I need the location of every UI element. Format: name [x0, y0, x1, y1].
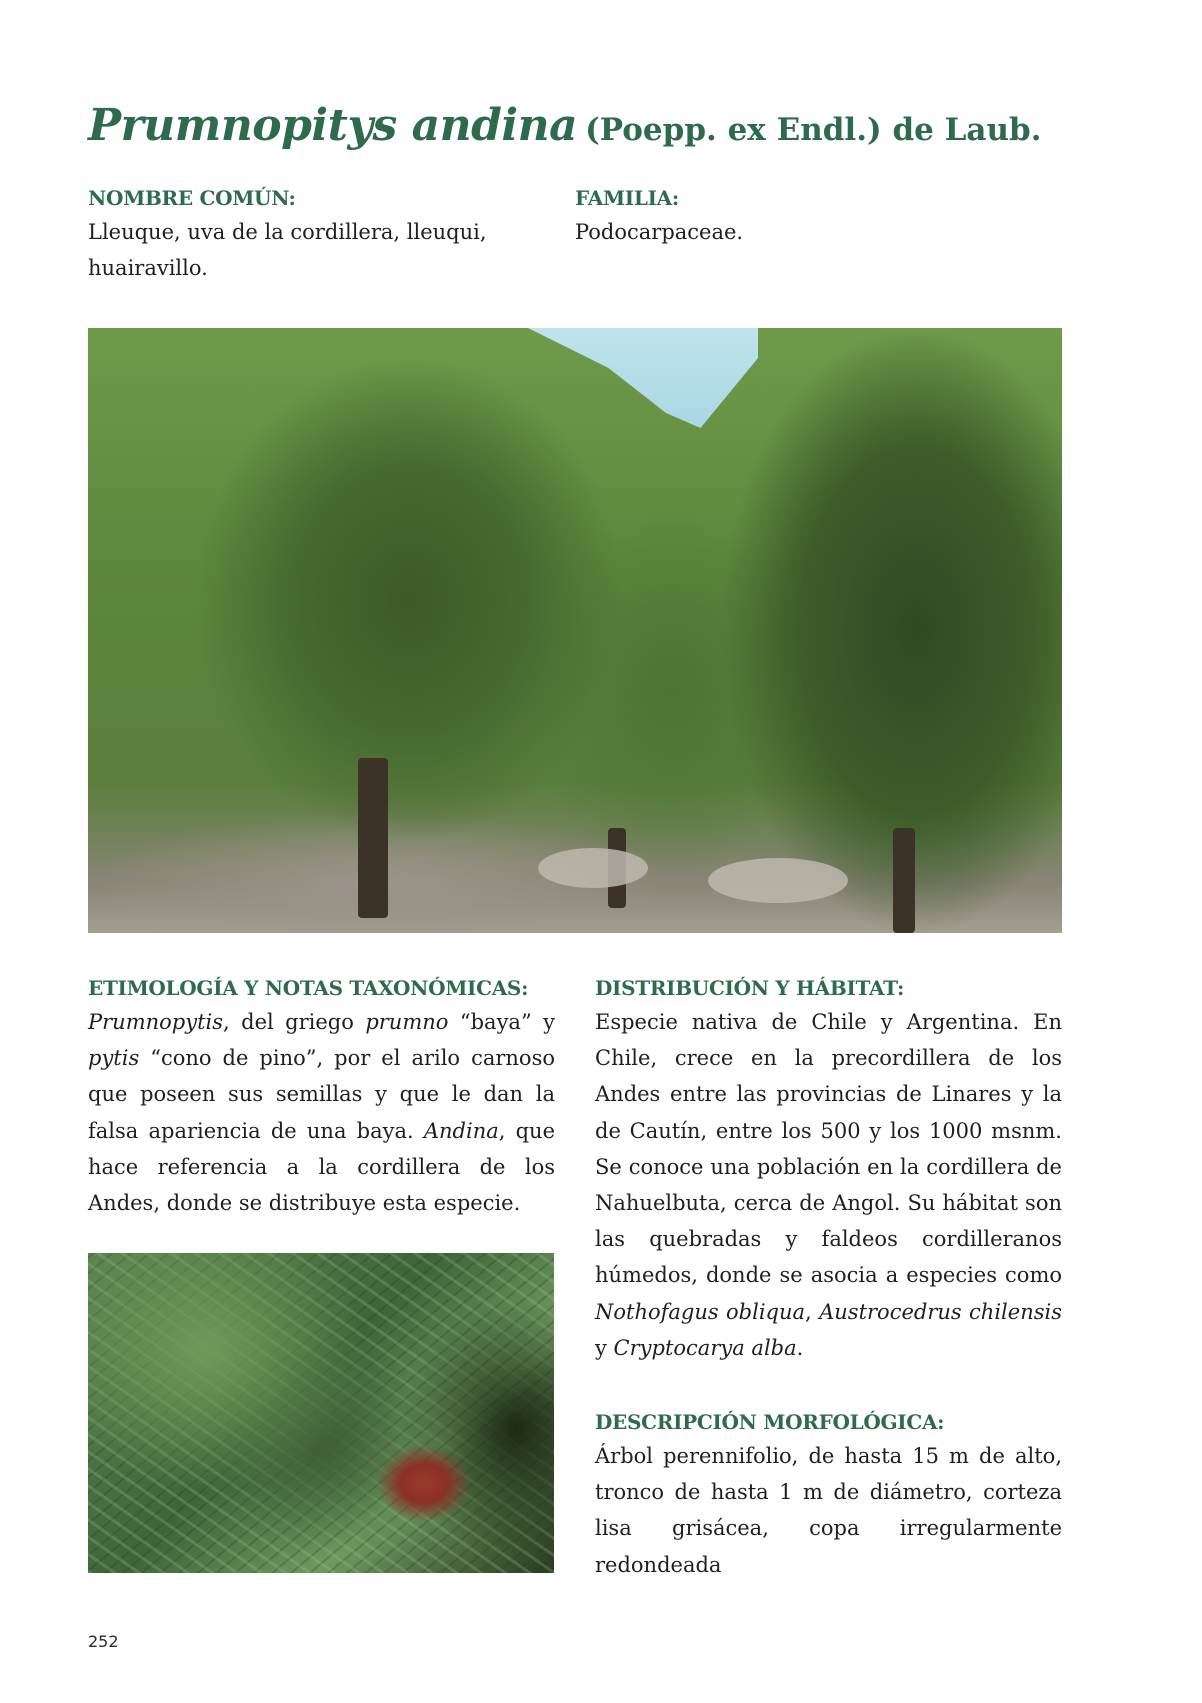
photo-trunk [893, 828, 915, 933]
common-name-value: Lleuque, uva de la cordillera, lleuqui, huairavillo. [88, 220, 487, 281]
text-italic: Nothofagus obliqua [595, 1299, 806, 1324]
morphology-text: Árbol perennifolio, de hasta 15 m de alto, tronco de hasta 1 m de diámetro, corteza lisa grisácea, copa irregularmente redondeada [595, 1444, 1062, 1577]
etymology-label: ETIMOLOGÍA Y NOTAS TAXONÓMICAS: [88, 976, 529, 1000]
common-name-label: NOMBRE COMÚN: [88, 186, 296, 210]
photo-trunk [358, 758, 388, 918]
text-segment: “cono de pino”, por el arilo carnoso que poseen sus semillas y que le dan la falsa apariencia de una baya. [88, 1046, 555, 1143]
photo-rock [708, 858, 848, 903]
text-italic: prumno [365, 1010, 449, 1034]
common-name-section [88, 184, 548, 286]
morphology-section [595, 1408, 1062, 1583]
etymology-text [88, 1004, 555, 1221]
text-italic: Andina [423, 1118, 499, 1143]
text-italic: Austrocedrus chilensis [819, 1299, 1062, 1324]
text-segment: Especie nativa de Chile y Argentina. En Chile, crece en la precordillera de los Andes entre las provincias de Linares y la de Cautín, entre los 500 y los 1000 msnm. Se conoce una población en la cordillera de Nahuelbuta, cerca de Angol. Su hábitat son las quebradas y faldeos cordilleranos húmedos, donde se asocia a especies como [595, 1010, 1062, 1288]
taxonomic-authority: (Poepp. ex Endl.) de Laub. [585, 112, 1042, 148]
text-segment: , del griego [223, 1010, 366, 1034]
distribution-label: DISTRIBUCIÓN Y HÁBITAT: [595, 976, 905, 1000]
text-segment: y [595, 1335, 614, 1360]
detail-photo [88, 1253, 554, 1573]
species-title [88, 100, 1042, 151]
text-segment: , [805, 1299, 820, 1324]
etymology-section [88, 974, 555, 1221]
text-italic: pytis [88, 1046, 140, 1071]
page-number: 252 [88, 1632, 119, 1651]
distribution-text [595, 1004, 1062, 1366]
scientific-name: Prumnopitys andina [88, 100, 578, 151]
photo-sky [528, 328, 758, 428]
family-label: FAMILIA: [575, 186, 679, 210]
distribution-section [595, 974, 1062, 1366]
text-italic: Cryptocarya alba [613, 1335, 797, 1360]
text-segment: , que hace referencia a la cordillera de los Andes, donde se distribuye esta especie. [88, 1118, 555, 1216]
text-italic: Prumnopytis [88, 1010, 224, 1034]
photo-rock [538, 848, 648, 888]
family-section [575, 184, 995, 250]
morphology-label: DESCRIPCIÓN MORFOLÓGICA: [595, 1410, 945, 1434]
text-segment: . [796, 1335, 804, 1360]
text-segment: “baya” y [448, 1010, 555, 1034]
family-value: Podocarpaceae. [575, 220, 744, 244]
main-photo [88, 328, 1062, 933]
